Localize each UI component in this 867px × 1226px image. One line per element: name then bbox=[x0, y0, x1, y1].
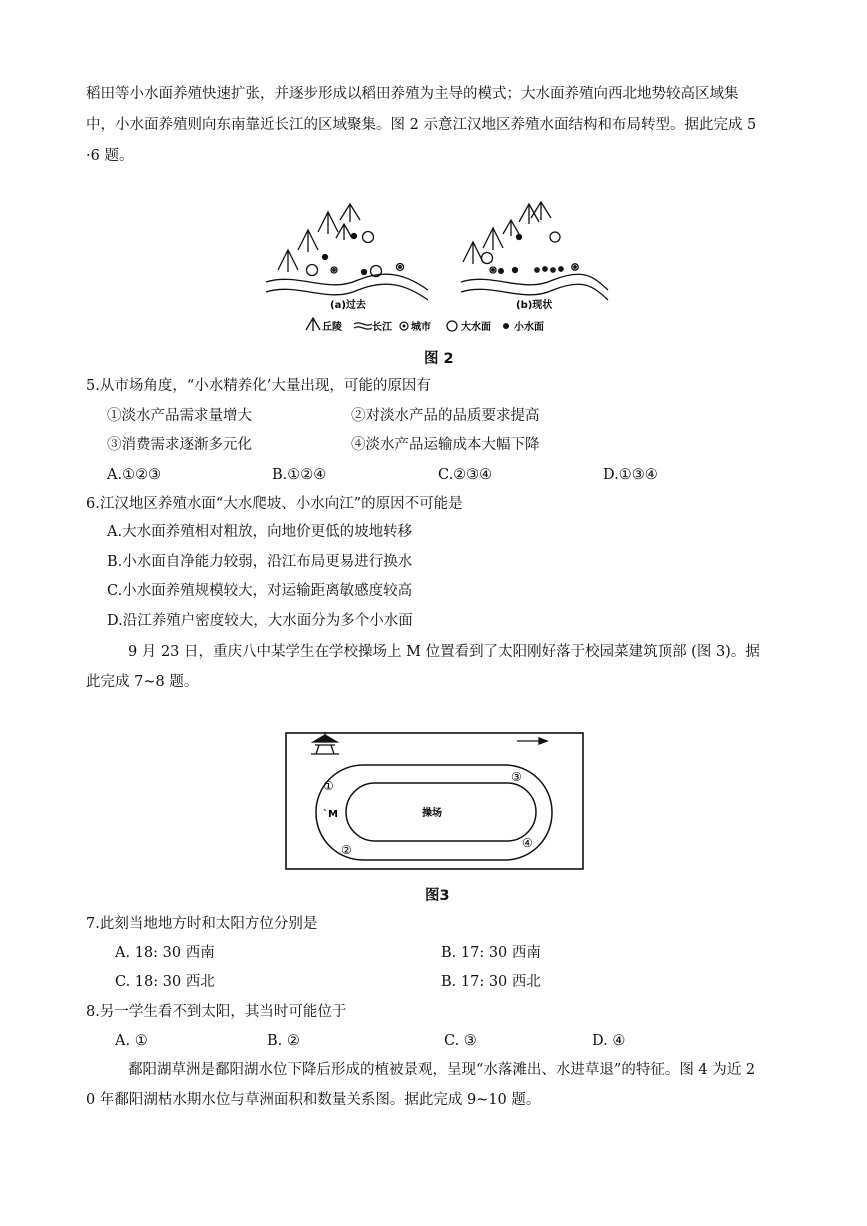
q5-statement-1: ①淡水产品需求量增大 bbox=[107, 408, 252, 424]
q6-option-d[interactable]: D.沿江养殖户密度较大，大水面分为多个小水面 bbox=[107, 613, 413, 629]
legend-river-label: 长江 bbox=[372, 322, 392, 333]
point-1-marker: ① bbox=[323, 779, 334, 793]
legend-hill-icon bbox=[306, 318, 320, 331]
q5-statement-4: ④淡水产品运输成本大幅下降 bbox=[351, 437, 540, 453]
figure-3 bbox=[285, 730, 585, 872]
legend-small-water-icon bbox=[503, 323, 509, 329]
q5-option-d[interactable]: D.①③④ bbox=[603, 467, 658, 483]
q7-option-a[interactable]: A. 18: 30 西南 bbox=[115, 945, 215, 961]
q5-option-c[interactable]: C.②③④ bbox=[438, 467, 493, 483]
point-4-marker: ④ bbox=[522, 836, 533, 850]
q8-option-b[interactable]: B. ② bbox=[267, 1033, 300, 1049]
legend-hill-label: 丘陵 bbox=[322, 322, 342, 333]
fig2-legend bbox=[306, 318, 544, 333]
fig2-label-a: (a)过去 bbox=[330, 300, 366, 311]
legend-big-water-label: 大水面 bbox=[461, 322, 491, 333]
q5-option-a[interactable]: A.①②③ bbox=[107, 467, 162, 483]
q6-option-a[interactable]: A.大水面养殖相对粗放，向地价更低的坡地转移 bbox=[107, 524, 413, 540]
legend-city-label: 城市 bbox=[411, 322, 431, 333]
q8-option-c[interactable]: C. ③ bbox=[444, 1033, 477, 1049]
q7-stem: 7.此刻当地地方时和太阳方位分别是 bbox=[86, 916, 318, 932]
q7-option-b[interactable]: B. 17: 30 西南 bbox=[441, 945, 541, 961]
legend-small-water-label: 小水面 bbox=[514, 322, 544, 333]
intro2-line-1: 9 月 23 日，重庆八中某学生在学校操场上 M 位置看到了太阳刚好落于校园菜建筑顶部 (图 3)。据 bbox=[128, 644, 760, 660]
fig2-panel-b bbox=[461, 202, 608, 300]
intro2-line-2: 此完成 7~8 题。 bbox=[86, 674, 199, 690]
building-icon bbox=[311, 732, 339, 754]
legend-city-icon bbox=[400, 322, 408, 330]
figure-2 bbox=[258, 200, 618, 335]
fig2-caption: 图 2 bbox=[424, 351, 454, 367]
field-label: 操场 bbox=[422, 808, 442, 819]
q5-option-b[interactable]: B.①②④ bbox=[272, 467, 327, 483]
q8-option-d[interactable]: D. ④ bbox=[592, 1033, 626, 1049]
q8-option-a[interactable]: A. ① bbox=[115, 1033, 148, 1049]
fig3-caption: 图3 bbox=[425, 888, 450, 904]
q5-statement-3: ③消费需求逐渐多元化 bbox=[107, 437, 252, 453]
q7-option-c[interactable]: C. 18: 30 西北 bbox=[115, 974, 215, 990]
q7-option-d[interactable]: B. 17: 30 西北 bbox=[441, 974, 541, 990]
q6-option-b[interactable]: B.小水面自净能力较弱，沿江布局更易进行换水 bbox=[107, 554, 413, 570]
intro-line-2: 中，小水面养殖则向东南靠近长江的区域聚集。图 2 示意江汉地区养殖水面结构和布局转型。据此完成 5 bbox=[86, 117, 757, 133]
q6-stem: 6.江汉地区养殖水面“大水爬坡、小水向江”的原因不可能是 bbox=[86, 496, 463, 512]
direction-arrow-icon bbox=[517, 738, 547, 744]
q5-stem: 5.从市场角度，“小水精养化’大量出现，可能的原因有 bbox=[86, 378, 431, 394]
point-m-label: `M bbox=[323, 809, 338, 820]
fig2-panel-a bbox=[266, 204, 428, 300]
point-2-marker: ② bbox=[341, 843, 352, 857]
q5-statement-2: ②对淡水产品的品质要求提高 bbox=[351, 408, 540, 424]
intro3-line-2: 0 年鄱阳湖枯水期水位与草洲面积和数量关系图。据此完成 9~10 题。 bbox=[86, 1092, 541, 1108]
point-3-marker: ③ bbox=[511, 770, 522, 784]
q6-option-c[interactable]: C.小水面养殖规模较大，对运输距离敏感度较高 bbox=[107, 583, 413, 599]
fig2-label-b: (b)现状 bbox=[516, 300, 553, 311]
intro3-line-1: 鄱阳湖草洲是鄱阳湖水位下降后形成的植被景观，呈现“水落滩出、水进草退”的特征。图 4 为近 2 bbox=[128, 1062, 756, 1078]
q8-stem: 8.另一学生看不到太阳，其当时可能位于 bbox=[86, 1004, 347, 1020]
intro-line-1: 稻田等小水面养殖快速扩张，并逐步形成以稻田养殖为主导的模式；大水面养殖向西北地势较高区域集 bbox=[86, 86, 739, 102]
intro-line-3: ·6 题。 bbox=[86, 148, 134, 164]
legend-big-water-icon bbox=[447, 321, 457, 331]
legend-river-icon bbox=[354, 323, 372, 329]
